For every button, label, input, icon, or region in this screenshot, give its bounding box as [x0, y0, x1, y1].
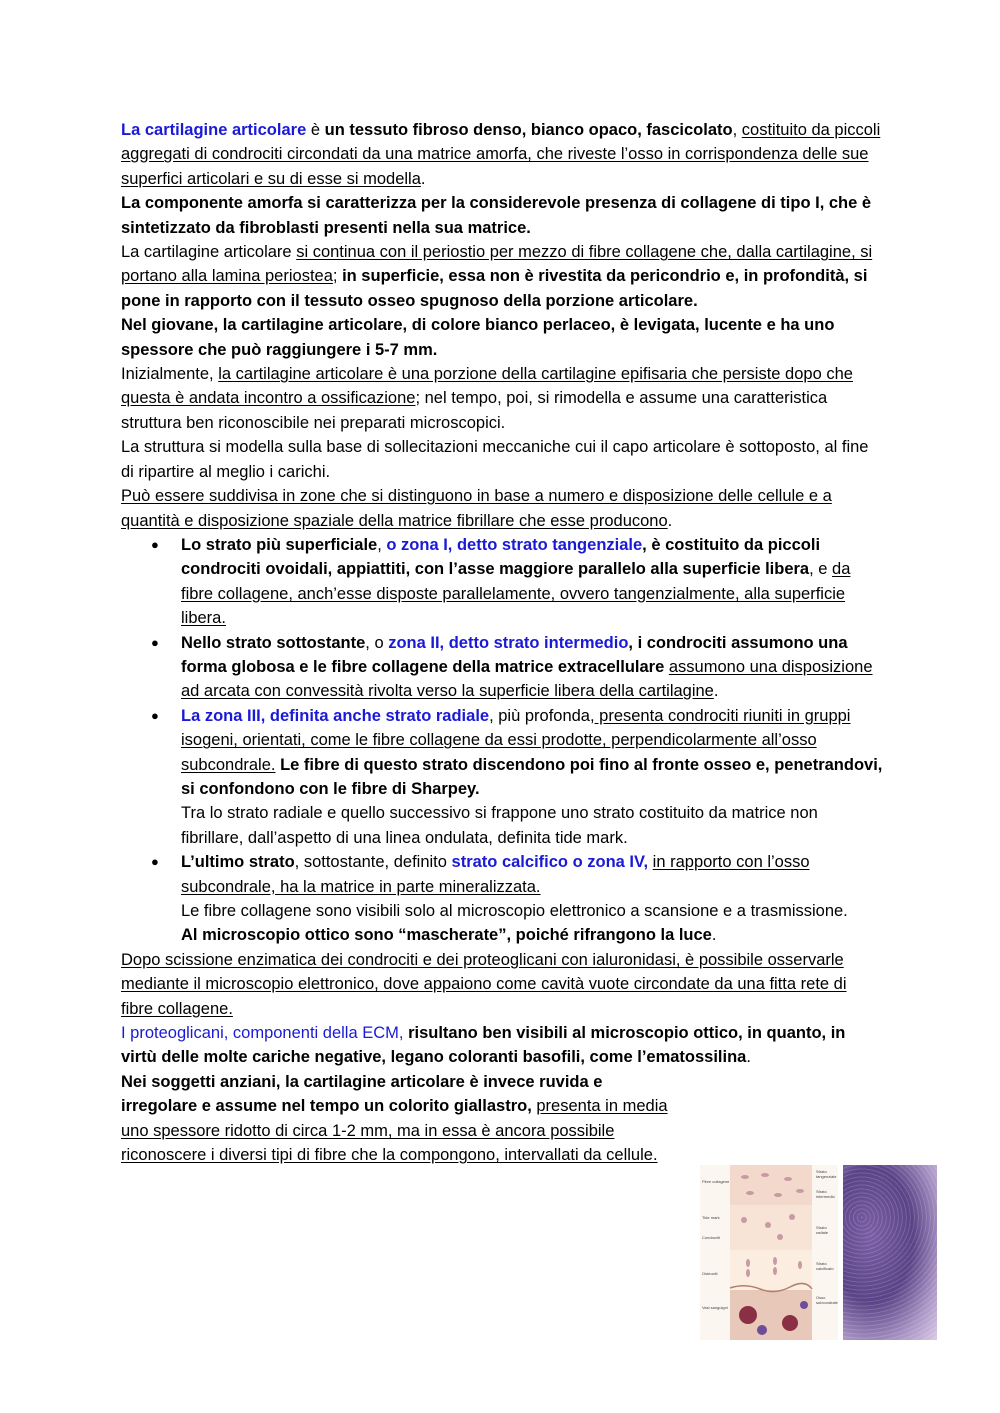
bold-text: risultano ben visibili al microscopio ottico, in quanto, in virtù delle molte cariche negative, legano coloranti basofili, come l’ematossilina	[121, 1024, 846, 1067]
text: ,	[732, 121, 738, 139]
text: .	[420, 169, 426, 188]
text: è	[306, 121, 325, 139]
paragraph-9	[121, 1021, 883, 1070]
underlined-text: costituito da piccoli aggregati di condrociti circondati da una matrice amorfa, che riveste l’osso in corrispondenza delle sue superfici articolari e su di esse si modella	[121, 121, 881, 188]
paragraph-4: Nel giovane, la cartilagine articolare, di colore bianco perlaceo, è levigata, lucente e ha uno spessore che può raggiungere i 5-7 mm.	[121, 316, 835, 359]
term-zona-1: o zona I, detto strato tangenziale	[386, 535, 643, 554]
paragraph-1	[121, 118, 883, 191]
figure-label-tide-mark: Tide mark	[702, 1215, 720, 1220]
underlined-text: si continua con il periostio per mezzo di fibre collagene che, dalla cartilagine, si portano alla lamina periostea	[121, 243, 873, 286]
bold-text: in superficie, essa non è rivestita da pericondrio e, in profondità, si pone in rapporto con il tessuto osseo spugnoso della porzione articolare.	[121, 267, 868, 310]
term-zona-3: La zona III, definita anche strato radiale	[181, 706, 490, 725]
underlined-text: la cartilagine articolare è una porzione della cartilagine epifisaria che persiste dopo che questa è andata incontro a ossificazione	[121, 365, 853, 408]
bold-text: Nello strato sottostante	[181, 633, 366, 652]
bold-text: Lo strato più superficiale	[181, 535, 378, 554]
bold-text: , è costituito da piccoli condrociti ovoidali, appiattiti, con l’asse maggiore parallelo alla superficie libera	[181, 535, 821, 579]
zone-list	[121, 533, 883, 948]
paragraph-7	[121, 484, 883, 533]
figure-label-condrociti: Condrociti	[702, 1235, 721, 1240]
figure-label-strato-radiale: Strato radiale	[816, 1225, 829, 1235]
cartilage-layers-illustration	[700, 1165, 838, 1340]
term-proteoglicani: I proteoglicani, componenti della ECM,	[121, 1024, 404, 1043]
text: ;	[332, 267, 343, 286]
figure-label-strato-intermedio: Strato intermedio	[816, 1189, 835, 1199]
list-item-zona-2	[181, 631, 883, 704]
term-cartilagine-articolare: La cartilagine articolare	[121, 121, 307, 139]
text: Tra lo strato radiale e quello successivo si frappone uno strato costituito da matrice non fibrillare, dall’aspetto di una linea ondulata, definita tide mark.	[181, 804, 818, 847]
term-zona-4: strato calcifico o zona IV,	[451, 853, 649, 872]
figure-label-vasi-sanguigni: Vasi sanguigni	[702, 1305, 728, 1310]
document-body	[121, 118, 883, 1167]
paragraph-10	[121, 1070, 681, 1168]
underlined-text: Può essere suddivisa in zone che si distinguono in base a numero e disposizione delle cellule e a quantità e disposizione spaziale della matrice fibrillare che esse producono	[121, 487, 832, 530]
bold-text: L’ultimo strato	[181, 853, 295, 872]
paragraph-5	[121, 362, 883, 435]
list-item-zona-3	[181, 704, 883, 850]
underlined-text: in rapporto con l’osso subcondrale, ha la matrice in parte mineralizzata.	[181, 853, 810, 896]
underlined-text: da fibre collagene, anch’esse disposte parallelamente, ovvero tangenzialmente, alla superficie libera.	[181, 560, 851, 628]
paragraph-8: Dopo scissione enzimatica dei condrociti e dei proteoglicani con ialuronidasi, è possibile osservarle mediante il microscopio elettronico, dove appaiono come cavità vuote circondate da una fitta rete di fibre collagene.	[121, 950, 847, 1018]
text: , sottostante, definito	[294, 853, 452, 872]
term-zona-2: zona II, detto strato intermedio	[388, 633, 629, 652]
paragraph-6: La struttura si modella sulla base di sollecitazioni meccaniche cui il capo articolare è sottoposto, al fine di ripartire al meglio i carichi.	[121, 438, 869, 481]
text: .	[711, 926, 717, 945]
text: ,	[377, 535, 387, 554]
histology-micrograph	[843, 1165, 937, 1340]
bold-text: Nei soggetti anziani, la cartilagine articolare è invece ruvida e irregolare e assume nel tempo un colorito giallastro,	[121, 1072, 603, 1116]
text: .	[667, 511, 673, 530]
text: , più profonda,	[489, 706, 595, 725]
figure-label-strato-tangenziale: Strato tangenziale	[816, 1169, 837, 1179]
underlined-text: presenta in media uno spessore ridotto di circa 1-2 mm, ma in essa è ancora possibile riconoscere i diversi tipi di fibre che la compongono, intervallati da cellule.	[121, 1097, 668, 1165]
text: Le fibre collagene sono visibili solo al microscopio elettronico a scansione e a trasmissione.	[181, 902, 848, 920]
text: ; nel tempo, poi, si rimodella e assume una caratteristica struttura ben riconoscibile nei preparati microscopici.	[121, 389, 828, 432]
bold-text: Le fibre di questo strato discendono poi fino al fronte osseo e, penetrandovi, si confondono con le fibre di Sharpey.	[181, 755, 883, 798]
paragraph-3	[121, 240, 883, 313]
list-item-zona-1	[181, 533, 883, 631]
figure-label-strato-calcificato: Strato calcificato	[816, 1261, 834, 1271]
list-item-zona-4	[181, 850, 883, 948]
figure-label-osso-subcondrale: Osso subcondrale	[816, 1295, 838, 1305]
text: .	[746, 1048, 751, 1067]
bold-text: Al microscopio ottico sono “mascherate”, poiché rifrangono la luce	[181, 926, 712, 945]
bold-text: un tessuto fibroso denso, bianco opaco, fascicolato	[324, 121, 733, 139]
text: Inizialmente,	[121, 365, 219, 384]
figure-label-osteociti: Osteociti	[702, 1271, 718, 1276]
figure-label-fibre-collagene: Fibre collagene	[702, 1179, 730, 1184]
text: La cartilagine articolare	[121, 243, 297, 262]
text: .	[713, 682, 719, 701]
text: , e	[809, 560, 833, 579]
text: , o	[365, 633, 389, 652]
underlined-text: assumono una disposizione ad arcata con convessità rivolta verso la superficie libera della cartilagine	[181, 657, 873, 701]
cartilage-histology-figure	[700, 1165, 945, 1340]
underlined-text: presenta condrociti riuniti in gruppi isogeni, orientati, come le fibre collagene da essi prodotte, perpendicolarmente all’osso subcondrale.	[181, 706, 851, 774]
bold-text: , i condrociti assumono una forma globosa e le fibre collagene della matrice extracellulare	[181, 633, 848, 676]
paragraph-2: La componente amorfa si caratterizza per la considerevole presenza di collagene di tipo I, che è sintetizzato da fibroblasti presenti nella sua matrice.	[121, 194, 872, 237]
